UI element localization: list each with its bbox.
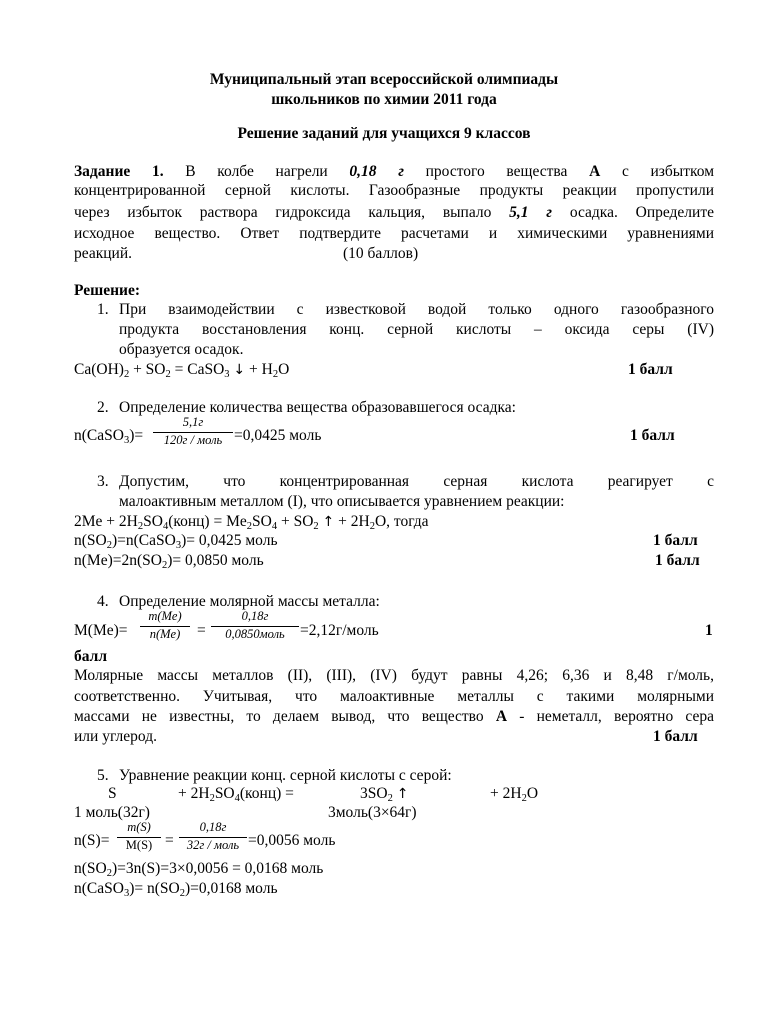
fraction-sulfur-value bbox=[179, 820, 247, 856]
task-line-5: реакций. bbox=[74, 245, 132, 262]
paragraph-line: или углерод. bbox=[74, 728, 157, 745]
score: 1 балл bbox=[630, 427, 675, 444]
formula-part: )=n(CaSO bbox=[111, 532, 176, 549]
task-text: с избытком bbox=[600, 163, 715, 180]
equation-sulfur-acid: + $2H_2SO_4(конц)$ = bbox=[178, 785, 294, 804]
step5-text: Уравнение реакции конц. серной кислоты с серой: bbox=[119, 767, 452, 784]
fraction-denominator: M(S) bbox=[125, 838, 153, 852]
formula-part: )=0,0168 моль bbox=[184, 880, 278, 897]
equation-caso3: $Ca(OH)_2 + SO_2$ = CaSO$_3$ ↓ + $H_2O$ bbox=[74, 361, 290, 380]
mole-ratio-1: 1 моль(32г) bbox=[74, 804, 150, 821]
formula-value: )= 0,0425 моль bbox=[181, 532, 278, 549]
fraction-m-over-n bbox=[140, 609, 190, 645]
formula-n-so2-sulfur: $n(SO_2)=3n(S)=3\times 0,0056 = 0,0168$ моль bbox=[74, 860, 324, 879]
score: 1 балл bbox=[653, 532, 698, 549]
score: 1 балл bbox=[653, 728, 698, 745]
equation-sulfur-S: S bbox=[108, 785, 117, 802]
task-text: через избыток раствора гидроксида кальция, выпало bbox=[74, 204, 510, 221]
fraction-mass-value bbox=[211, 609, 299, 645]
formula-part: n(SO bbox=[74, 860, 107, 877]
fraction-m-over-M bbox=[117, 820, 161, 856]
result-n-s: =0,0056 моль bbox=[248, 832, 336, 849]
task-mass-1: 0,18 г bbox=[349, 163, 404, 180]
equation-sulfur-so2: $3SO_2$ ↑ bbox=[360, 785, 409, 804]
task-points: (10 баллов) bbox=[343, 245, 419, 262]
formula-part: n(CaSO bbox=[74, 880, 124, 897]
equation-part: + 2H bbox=[490, 785, 522, 802]
formula-m-me: M(Me)= bbox=[74, 622, 128, 639]
formula-value: )= 0,0850 моль bbox=[167, 552, 264, 569]
step2-text: Определение количества вещества образовавшегося осадка: bbox=[119, 399, 516, 416]
paragraph-line bbox=[74, 707, 714, 726]
formula-n-caso3: n(CaSO$_3$)= bbox=[74, 427, 144, 446]
equation-tail: O, тогда bbox=[374, 513, 429, 530]
formula-n-so2: $n(SO_2)=n(CaSO_3)= 0,0425$ моль bbox=[74, 532, 278, 551]
fraction-denominator: 0,0850моль bbox=[225, 627, 285, 641]
step-number: 5. bbox=[97, 767, 109, 784]
task-substance: А bbox=[589, 163, 601, 180]
page-title: Муниципальный этап всероссийской олимпиады bbox=[209, 71, 559, 88]
fraction-numerator: m(S) bbox=[127, 820, 151, 834]
task-line-3 bbox=[74, 203, 714, 222]
step-number: 1. bbox=[97, 301, 109, 318]
result-caso3: =0,0425 моль bbox=[234, 427, 322, 444]
fraction-numerator: 5,1г bbox=[182, 415, 204, 429]
formula-n-caso3-final: n(CaSO$_3$)= $n(SO_2)=0,0168$ моль bbox=[74, 880, 278, 899]
fraction-numerator: 0,18г bbox=[199, 820, 227, 834]
paragraph-line: соответственно. Учитывая, что малоактивные металлы с такими молярными bbox=[74, 688, 714, 705]
task-text: осадка. Определите bbox=[552, 204, 714, 221]
task-line-4: исходное вещество. Ответ подтвердите расчетами и химическими уравнениями bbox=[74, 225, 714, 242]
score: 1 балл bbox=[655, 552, 700, 569]
substance-label: А bbox=[495, 708, 508, 725]
page-title-line2: школьников по химии 2011 года bbox=[271, 91, 497, 108]
equals-sign: = bbox=[165, 832, 174, 849]
step-number: 3. bbox=[97, 473, 109, 490]
step-number: 2. bbox=[97, 399, 109, 416]
formula-part: )=3n(S)=3×0,0056 = 0,0168 моль bbox=[111, 860, 324, 877]
formula-part: n(Me)=2n(SO bbox=[74, 552, 162, 569]
equation-part: (конц) = bbox=[239, 785, 294, 802]
equation-sulfur-water: + $2H_2O$ bbox=[490, 785, 539, 804]
task-text: В колбе нагрели bbox=[163, 163, 350, 180]
text-part: - неметалл, вероятно сера bbox=[507, 708, 714, 725]
fraction-denominator: 120г / моль bbox=[163, 433, 223, 447]
mole-ratio-2: 3моль(3×64г) bbox=[328, 804, 417, 821]
formula-n-me: $n(Me)=2n(SO_2)= 0,0850$ моль bbox=[74, 552, 264, 571]
task-label: Задание 1. bbox=[74, 163, 164, 180]
formula-n-s: n(S)= bbox=[74, 832, 110, 849]
task-mass-2: 5,1 г bbox=[509, 204, 553, 221]
fraction-numerator: m(Me) bbox=[148, 609, 182, 623]
fraction-numerator: 0,18г bbox=[241, 609, 269, 623]
equals-sign: = bbox=[197, 622, 206, 639]
equation-metal: $2Me + 2H_2SO_4(конц) = Me_2SO_4 + SO_2$ ↑ + $2H_2O$, тогда bbox=[74, 513, 429, 532]
step1-text: При взаимодействии с известковой водой только одного газообразного bbox=[119, 301, 714, 318]
task-line-2: концентрированной серной кислоты. Газообразные продукты реакции пропустили bbox=[74, 182, 714, 199]
step-number: 4. bbox=[97, 593, 109, 610]
formula-part: )= n(SO bbox=[129, 880, 180, 897]
step3-text: Допустим, что концентрированная серная кислота реагирует с bbox=[119, 473, 714, 490]
text-part: массами не известны, то делаем вывод, что вещество bbox=[74, 708, 496, 725]
step1-text: образуется осадок. bbox=[119, 341, 244, 358]
paragraph-line: Молярные массы металлов (II), (III), (IV) будут равны 4,26; 6,36 и 8,48 г/моль, bbox=[74, 667, 714, 684]
page-subtitle: Решение заданий для учащихся 9 классов bbox=[237, 125, 531, 142]
fraction-denominator: 32г / моль bbox=[186, 838, 240, 852]
score: 1 балл bbox=[628, 361, 673, 378]
step1-text: продукта восстановления конц. серной кислоты – оксида серы (IV) bbox=[119, 321, 714, 338]
task-line-1 bbox=[74, 162, 714, 181]
equation-part: 3SO bbox=[360, 785, 388, 802]
task-text: простого вещества bbox=[403, 163, 590, 180]
score-word: балл bbox=[74, 648, 108, 665]
score-number: 1 bbox=[705, 622, 713, 639]
result-molar-mass: =2,12г/моль bbox=[300, 622, 379, 639]
fraction-denominator: n(Me) bbox=[149, 627, 181, 641]
solution-heading: Решение: bbox=[74, 282, 141, 299]
step3-text: малоактивным металлом (I), что описывается уравнением реакции: bbox=[119, 493, 565, 510]
fraction-caso3 bbox=[153, 415, 233, 451]
step4-text: Определение молярной массы металла: bbox=[119, 593, 380, 610]
